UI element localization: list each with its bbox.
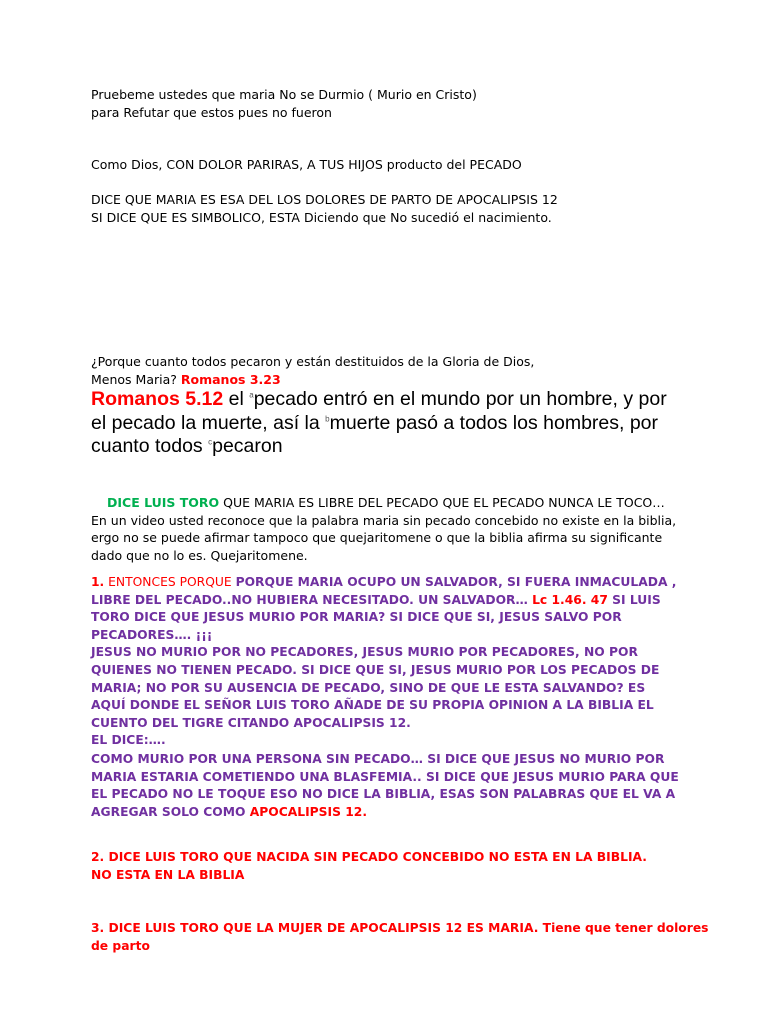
toro-body: En un video usted reconoce que la palabra maria sin pecado concebido no existe en la biblia, ergo no se puede afirmar tampoco que quejaritomene o que la biblia afirma su significante dado que no lo es. Quejaritomene. bbox=[91, 512, 677, 563]
romanos-5-12-ref: Romanos 5.12 bbox=[91, 388, 224, 410]
intro-line-2: para Refutar que estos pues no fueron bbox=[91, 104, 332, 120]
apocalipsis-paragraph bbox=[91, 191, 691, 226]
romanos-3-23-ref: Romanos 3.23 bbox=[180, 371, 281, 387]
point-3-text-1: DICE LUIS TORO QUE LA MUJER DE APOCALIPSIS 12 ES MARIA. bbox=[104, 921, 539, 935]
point-1-text-1: PORQUE MARIA OCUPO UN SALVADOR, SI FUERA INMACULADA , LIBRE DEL PECADO..NO HUBIERA NECESITADO. UN SALVADOR… bbox=[91, 575, 677, 607]
footnote-c: c bbox=[208, 437, 213, 447]
murio-paragraph bbox=[91, 751, 681, 821]
toro-claim: QUE MARIA ES LIBRE DEL PECADO QUE EL PECADO NUNCA LE TOCO… bbox=[219, 495, 665, 510]
footnote-b: b bbox=[325, 414, 330, 423]
apocalipsis-line-1: DICE QUE MARIA ES ESA DEL LOS DOLORES DE PARTO DE APOCALIPSIS 12 bbox=[91, 192, 558, 207]
intro-line-1: Pruebeme ustedes que maria No se Durmio ( Murio en Cristo) bbox=[91, 87, 477, 102]
pecaron-line-2-prefix: Menos Maria? bbox=[91, 371, 177, 387]
point-2-paragraph bbox=[91, 849, 691, 884]
dolor-paragraph: Como Dios, CON DOLOR PARIRAS, A TUS HIJOS producto del PECADO bbox=[91, 157, 522, 172]
point-3-number: 3. bbox=[91, 921, 105, 935]
verse-text-1: el bbox=[223, 388, 250, 410]
point-3-text-2: Tiene que tener dolores de parto bbox=[91, 921, 709, 953]
point-2-number: 2. bbox=[91, 850, 105, 864]
point-1-paragraph bbox=[91, 574, 681, 750]
footnote-a: a bbox=[249, 390, 254, 400]
murio-text: COMO MURIO POR UNA PERSONA SIN PECADO… SI DICE QUE JESUS NO MURIO POR MARIA ESTARIA COMETIENDO UNA BLASFEMIA.. SI DICE QUE JESUS MURIO PARA QUE EL PECADO NO LE TOQUE ESO NO DICE LA BIBLIA, ESAS SON PALABRAS QUE EL VA A AGREGAR SOLO COMO bbox=[91, 752, 679, 819]
romanos-5-12-verse bbox=[91, 388, 681, 459]
point-3-paragraph bbox=[91, 920, 711, 955]
pecaron-line-1: ¿Porque cuanto todos pecaron y están destituidos de la Gloria de Dios, bbox=[91, 354, 535, 369]
point-2-text-2: NO ESTA EN LA BIBLIA bbox=[91, 867, 245, 882]
toro-name: DICE LUIS TORO bbox=[107, 495, 220, 510]
point-2-text-1: DICE LUIS TORO QUE NACIDA SIN PECADO CONCEBIDO NO ESTA EN LA BIBLIA. bbox=[104, 850, 647, 864]
apocalipsis-line-2: SI DICE QUE ES SIMBOLICO, ESTA Diciendo que No sucedió el nacimiento. bbox=[91, 209, 552, 225]
murio-apocalipsis-ref: APOCALIPSIS 12. bbox=[249, 804, 368, 819]
point-1-text-2: SI LUIS TORO DICE QUE JESUS MURIO POR MARIA? SI DICE QUE SI, JESUS SALVO POR PECADORES…. ¡¡¡ JESUS NO MURIO POR NO PECADORES, JESUS MURIO POR PECADORES, NO POR QUIENES NO TIENEN PECADO. SI DICE QUE SI, JESUS MURIO POR LOS PECADOS DE MARIA; NO POR SU AUSENCIA DE PECADO, SINO DE QUE LE ESTA SALVANDO? ES AQUÍ DONDE EL SEÑOR LUIS TORO AÑADE DE SU PROPIA OPINION A LA BIBLIA EL CUENTO DEL TIGRE CITANDO APOCALIPSIS 12. EL DICE:…. bbox=[91, 592, 661, 748]
point-1-number: 1. bbox=[91, 575, 105, 589]
point-1-lead: ENTONCES PORQUE bbox=[104, 575, 236, 589]
verse-text-2: pecado entró en el mundo por un hombre, y por el pecado la muerte, así la bbox=[91, 388, 667, 434]
pecaron-paragraph bbox=[91, 353, 691, 388]
lucas-ref: Lc 1.46. 47 bbox=[532, 592, 608, 607]
toro-paragraph bbox=[91, 494, 686, 564]
verse-text-4: pecaron bbox=[212, 435, 283, 457]
intro-paragraph bbox=[91, 86, 691, 121]
verse-text-3: muerte pasó a todos los hombres, por cuanto todos bbox=[91, 411, 659, 457]
